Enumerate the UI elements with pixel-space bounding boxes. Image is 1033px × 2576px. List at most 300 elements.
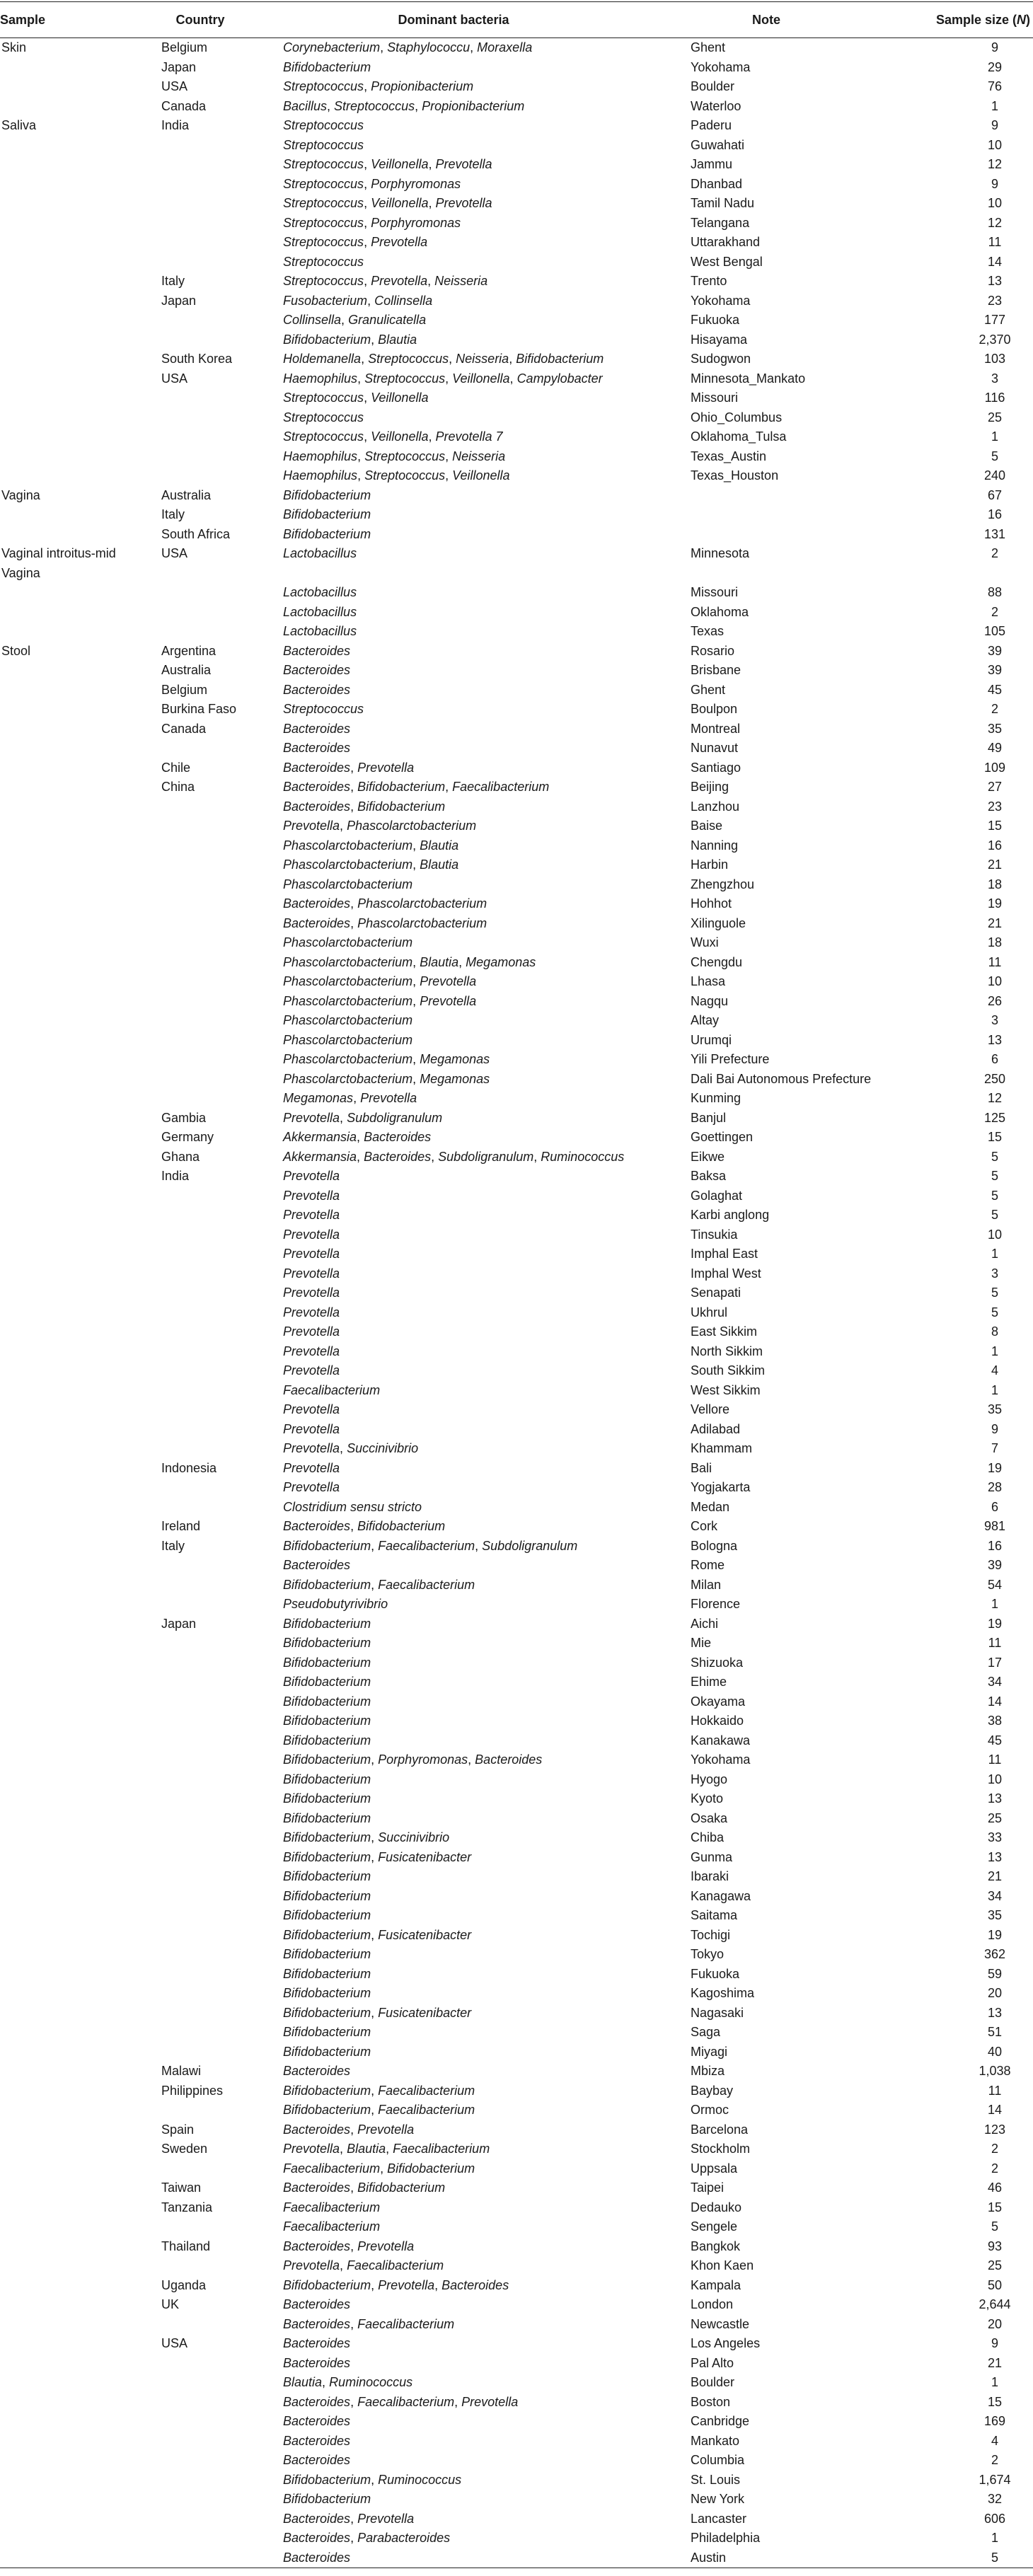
cell-sample-size: 11: [988, 954, 1002, 969]
cell-sample-size: 123: [983, 2122, 1006, 2137]
cell-sample-size: 28: [987, 1480, 1003, 1494]
cell-note: Hohhot: [691, 896, 732, 911]
cell-note: Hisayama: [691, 332, 748, 347]
genus-name: Prevotella: [283, 1305, 340, 1319]
cell-country: [161, 1011, 282, 1031]
cell-note: Kunming: [691, 1091, 741, 1105]
genus-name: Prevotella: [283, 1441, 340, 1455]
table-row: [0, 2178, 1033, 2198]
cell-country: Canada: [161, 98, 207, 113]
genus-name: Staphylococcu: [387, 40, 471, 54]
cell-sample: [0, 58, 161, 78]
cell-sample: [0, 97, 161, 117]
cell-sample-size: 362: [983, 1947, 1006, 1961]
cell-country: [161, 855, 282, 875]
table-row: [0, 1867, 1033, 1887]
cell-dominant-bacteria: [282, 1692, 689, 1712]
cell-sample: [0, 486, 161, 506]
genus-name: Bifidobacterium: [283, 2277, 371, 2292]
cell-sample: [0, 1303, 161, 1323]
cell-note: Ehime: [691, 1675, 727, 1689]
cell-sample-size: 16: [987, 838, 1003, 853]
cell-sample: [0, 622, 161, 642]
cell-dominant-bacteria: Bacteroides, Bifidobacterium: [283, 1519, 446, 1533]
cell-sample-size: 2,644: [979, 2297, 1011, 2311]
cell-note: Chiba: [691, 1830, 725, 1844]
cell-dominant-bacteria: Streptococcus, Veillonella: [283, 391, 429, 405]
cell-note: Imphal West: [691, 1266, 761, 1281]
cell-sample-size: 4: [991, 1363, 998, 1377]
cell-sample: [0, 603, 161, 623]
table-row: [0, 136, 1033, 156]
cell-country: [161, 2256, 282, 2276]
cell-dominant-bacteria: Megamonas, Prevotella: [283, 1091, 417, 1105]
genus-name: Faecalibacterium: [357, 2316, 455, 2331]
cell-dominant-bacteria: [282, 1322, 689, 1342]
cell-sample: [0, 1439, 161, 1459]
cell-note: South Sikkim: [691, 1363, 766, 1377]
cell-sample-size: 5: [991, 1169, 998, 1183]
table-row: [0, 350, 1033, 369]
cell-country: Ireland: [161, 1519, 201, 1533]
genus-name: Lactobacillus: [283, 585, 357, 599]
table-row: [0, 681, 1033, 700]
genus-name: Prevotella: [283, 1266, 340, 1281]
cell-sample: [0, 875, 161, 895]
cell-sample-size: 19: [987, 896, 1003, 911]
cell-country: [161, 311, 282, 330]
cell-dominant-bacteria: Bacteroides, Bifidobacterium: [283, 2181, 446, 2195]
cell-sample: [0, 1556, 161, 1576]
table-row: [0, 1478, 1033, 1498]
cell-note: Miyagi: [691, 2044, 728, 2059]
cell-note: [689, 525, 928, 545]
cell-country: Chile: [161, 760, 191, 775]
cell-country: [161, 797, 282, 817]
genus-name: Megamonas: [420, 1052, 490, 1066]
genus-name: Prevotella: [283, 1402, 340, 1416]
cell-dominant-bacteria: [282, 2043, 689, 2062]
cell-country: [161, 1303, 282, 1323]
cell-country: [161, 603, 282, 623]
cell-sample: [0, 2393, 161, 2413]
cell-dominant-bacteria: Bifidobacterium, Porphyromonas, Bacteroides: [283, 1752, 543, 1767]
cell-country: [161, 2490, 282, 2509]
cell-note: Jammu: [691, 157, 733, 171]
cell-sample: [0, 2451, 161, 2471]
table-row: [0, 1225, 1033, 1245]
cell-country: [161, 1322, 282, 1342]
cell-note: Montreal: [691, 721, 741, 736]
cell-country: [161, 972, 282, 992]
genus-name: Streptococcus: [283, 235, 364, 249]
table-row: [0, 1050, 1033, 1070]
cell-country: Indonesia: [161, 1460, 217, 1475]
genus-name: Bifidobacterium: [283, 1616, 371, 1631]
genus-name: Bifidobacterium: [283, 2492, 371, 2506]
table-row: [0, 1167, 1033, 1186]
table-row: [0, 408, 1033, 428]
cell-country: USA: [161, 2336, 188, 2350]
genus-name: Bifidobacterium: [283, 487, 371, 502]
genus-name: Veillonella: [371, 157, 429, 171]
cell-country: [161, 2412, 282, 2432]
cell-note: Kampala: [691, 2277, 741, 2292]
genus-name: Bifidobacterium: [283, 2025, 371, 2039]
cell-dominant-bacteria: [282, 1887, 689, 1907]
cell-dominant-bacteria: [282, 1984, 689, 2004]
cell-sample-size: 76: [987, 79, 1003, 93]
genus-name: Veillonella: [371, 429, 429, 444]
cell-note: Telangana: [691, 215, 750, 230]
genus-name: Prevotella: [283, 1286, 340, 1300]
table-row: [0, 1887, 1033, 1907]
cell-dominant-bacteria: [282, 681, 689, 700]
cell-sample: [0, 77, 161, 97]
cell-sample-size: 9: [991, 176, 998, 191]
genus-name: Bacteroides: [283, 2394, 351, 2409]
header-sample-size: [928, 2, 1033, 38]
genus-name: Fusicatenibacter: [378, 1849, 472, 1864]
table-row: [0, 2043, 1033, 2062]
cell-note: Aichi: [691, 1616, 719, 1631]
cell-sample-size: 93: [987, 2239, 1003, 2253]
cell-dominant-bacteria: Blautia, Ruminococcus: [283, 2375, 413, 2389]
cell-sample-size: 67: [987, 487, 1003, 502]
cell-country: Ghana: [161, 1149, 200, 1164]
cell-country: [161, 408, 282, 428]
cell-sample: [0, 972, 161, 992]
table-row: [0, 1984, 1033, 2004]
table-row: [0, 1070, 1033, 1090]
cell-sample: [0, 1283, 161, 1303]
table-row: [0, 1634, 1033, 1653]
cell-sample-size: 29: [987, 59, 1003, 74]
cell-sample-size: 21: [987, 1869, 1003, 1883]
cell-sample-size: 169: [983, 2414, 1006, 2428]
table-row: [0, 1576, 1033, 1595]
cell-sample: [0, 447, 161, 467]
cell-sample: [0, 2237, 161, 2257]
genus-name: Bifidobacterium: [283, 1849, 371, 1864]
cell-sample: [0, 1167, 161, 1186]
cell-country: [161, 1361, 282, 1381]
table-row: [0, 2529, 1033, 2548]
table-row: [0, 233, 1033, 253]
genus-name: Bacteroides: [283, 2064, 351, 2078]
cell-note: Zhengzhou: [691, 877, 755, 891]
cell-sample-size: 105: [983, 624, 1006, 638]
table-row: [0, 2217, 1033, 2237]
cell-country: [161, 214, 282, 233]
genus-name: Pseudobutyrivibrio: [283, 1597, 388, 1611]
genus-name: Phascolarctobacterium: [283, 993, 413, 1008]
cell-country: Japan: [161, 59, 197, 74]
cell-sample-size: 2,370: [979, 332, 1011, 347]
cell-sample-size: 2: [991, 546, 998, 560]
cell-country: [161, 1848, 282, 1868]
genus-name: Bacteroides: [283, 2355, 351, 2370]
cell-country: [161, 2509, 282, 2529]
table-header: [0, 2, 1033, 38]
cell-sample-size: 1: [991, 1382, 998, 1397]
genus-name: Lactobacillus: [283, 546, 357, 560]
cell-sample: [0, 1634, 161, 1653]
cell-sample-size: 15: [987, 2394, 1003, 2409]
header-country: Country: [161, 2, 282, 38]
cell-dominant-bacteria: [282, 1400, 689, 1420]
cell-country: [161, 1050, 282, 1070]
cell-sample-size: 19: [987, 1927, 1003, 1942]
cell-sample: [0, 1848, 161, 1868]
cell-sample-size: 13: [987, 2005, 1003, 2020]
cell-dominant-bacteria: [282, 1653, 689, 1673]
cell-sample-size: 1: [991, 2531, 998, 2545]
cell-dominant-bacteria: [282, 1420, 689, 1440]
cell-sample: [0, 214, 161, 233]
cell-sample: [0, 1342, 161, 1362]
cell-note: St. Louis: [691, 2472, 741, 2487]
genus-name: Streptococcus: [368, 352, 449, 366]
cell-sample: [0, 2198, 161, 2218]
genus-name: Bifidobacterium: [357, 1519, 446, 1533]
table-row: [0, 1926, 1033, 1946]
genus-name: Prevotella: [283, 1188, 340, 1203]
genus-name: Veillonella: [371, 196, 429, 210]
cell-sample-size: 10: [987, 196, 1003, 210]
cell-dominant-bacteria: Phascolarctobacterium, Megamonas: [283, 1052, 490, 1066]
cell-sample-size: 51: [987, 2025, 1003, 2039]
genus-name: Prevotella: [357, 2239, 415, 2253]
cell-sample-size: 5: [991, 1149, 998, 1164]
cell-note: Paderu: [691, 118, 732, 132]
genus-name: Faecalibacterium: [452, 780, 550, 794]
cell-sample: [0, 2412, 161, 2432]
cell-country: [161, 1750, 282, 1770]
cell-sample-size: 32: [987, 2492, 1003, 2506]
genus-name: Bacteroides: [283, 2531, 351, 2545]
table-row: [0, 855, 1033, 875]
cell-country: [161, 1945, 282, 1965]
cell-sample: [0, 797, 161, 817]
cell-sample-size: 33: [987, 1830, 1003, 1844]
cell-dominant-bacteria: [282, 933, 689, 953]
genus-name: Bacteroides: [283, 1558, 351, 1572]
cell-country: [161, 1809, 282, 1829]
genus-name: Streptococcus: [364, 468, 446, 483]
cell-sample-size: 1,674: [979, 2472, 1011, 2487]
cell-sample: [0, 1887, 161, 1907]
cell-dominant-bacteria: Bifidobacterium, Ruminococcus: [283, 2472, 462, 2487]
cell-sample: [0, 1244, 161, 1264]
table-row: [0, 1828, 1033, 1848]
cell-dominant-bacteria: Bifidobacterium, Faecalibacterium: [283, 2103, 475, 2117]
genus-name: Prevotella: [283, 1208, 340, 1222]
cell-dominant-bacteria: [282, 525, 689, 545]
table-row: [0, 2101, 1033, 2120]
cell-country: [161, 953, 282, 973]
genus-name: Streptococcus: [283, 196, 364, 210]
cell-sample-size: 21: [987, 2355, 1003, 2370]
cell-note: Tochigi: [691, 1927, 731, 1942]
cell-note: Brisbane: [691, 663, 741, 677]
genus-name: Faecalibacterium: [393, 2142, 490, 2156]
genus-name: Bacteroides: [283, 2414, 351, 2428]
cell-sample: [0, 1206, 161, 1225]
cell-sample: [0, 894, 161, 914]
genus-name: Bacteroides: [283, 2433, 351, 2448]
cell-country: [161, 2315, 282, 2335]
cell-note: Khammam: [691, 1441, 753, 1455]
cell-dominant-bacteria: [282, 1225, 689, 1245]
cell-dominant-bacteria: [282, 720, 689, 739]
table-row: [0, 214, 1033, 233]
cell-note: Ukhrul: [691, 1305, 728, 1319]
cell-note: New York: [691, 2492, 745, 2506]
genus-name: Prevotella: [283, 1460, 340, 1475]
genus-name: Prevotella: [420, 974, 477, 988]
cell-dominant-bacteria: Bifidobacterium, Blautia: [283, 332, 417, 347]
cell-country: [161, 1264, 282, 1284]
genus-name: Blautia: [378, 332, 417, 347]
cell-sample-size: 25: [987, 410, 1003, 424]
genus-name: Prevotella: [371, 274, 428, 288]
cell-note: Goettingen: [691, 1130, 754, 1144]
cell-country: [161, 1420, 282, 1440]
header-sample-size-close: ): [1026, 12, 1030, 27]
cell-sample: [0, 525, 161, 545]
cell-dominant-bacteria: Bacteroides, Phascolarctobacterium: [283, 896, 487, 911]
cell-sample: [0, 1789, 161, 1809]
genus-name: Prevotella: [283, 1169, 340, 1183]
cell-note: Nunavut: [691, 741, 739, 755]
cell-note: Senapati: [691, 1286, 741, 1300]
cell-country: [161, 1498, 282, 1518]
genus-name: Streptococcus: [283, 429, 364, 444]
cell-note: Ormoc: [691, 2103, 729, 2117]
table-row: [0, 2120, 1033, 2140]
cell-sample: [0, 291, 161, 311]
cell-dominant-bacteria: Bacteroides, Phascolarctobacterium: [283, 916, 487, 930]
cell-note: Boulpon: [691, 702, 738, 716]
table-row: [0, 505, 1033, 525]
genus-name: Prevotella: [283, 1324, 340, 1339]
cell-note: Boston: [691, 2394, 731, 2409]
genus-name: Fusobacterium: [283, 293, 368, 308]
table-row: [0, 2198, 1033, 2218]
cell-sample-size: 1: [991, 1247, 998, 1261]
cell-note: Lhasa: [691, 974, 726, 988]
table-row: [0, 77, 1033, 97]
cell-note: Columbia: [691, 2453, 745, 2467]
cell-sample: [0, 2295, 161, 2315]
cell-note: Oklahoma_Tulsa: [691, 429, 787, 444]
genus-name: Veillonella: [371, 391, 429, 405]
genus-name: Blautia: [420, 857, 459, 872]
cell-country: USA: [161, 546, 188, 560]
cell-sample-size: 1: [991, 2375, 998, 2389]
cell-sample: [0, 661, 161, 681]
cell-sample: [0, 2432, 161, 2451]
cell-dominant-bacteria: [282, 1167, 689, 1186]
genus-name: Bacteroides: [283, 2550, 351, 2565]
cell-note: Newcastle: [691, 2316, 750, 2331]
table-row: [0, 486, 1033, 506]
genus-name: Bifidobacterium: [283, 526, 371, 541]
cell-sample-size: 25: [987, 2258, 1003, 2272]
cell-note: Los Angeles: [691, 2336, 761, 2350]
cell-dominant-bacteria: [282, 1711, 689, 1731]
cell-country: [161, 447, 282, 467]
cell-sample: [0, 1750, 161, 1770]
cell-sample: [0, 2315, 161, 2335]
cell-country: [161, 2471, 282, 2490]
cell-sample: [0, 2139, 161, 2159]
cell-sample-size: 17: [987, 1655, 1003, 1670]
genus-name: Phascolarctobacterium: [357, 896, 487, 911]
table-row: [0, 291, 1033, 311]
genus-name: Bacteroides: [283, 2181, 351, 2195]
table-row: [0, 642, 1033, 662]
cell-country: UK: [161, 2297, 180, 2311]
cell-note: Bologna: [691, 1538, 738, 1553]
cell-note: Boulder: [691, 79, 735, 93]
cell-note: Adilabad: [691, 1421, 741, 1436]
genus-name: Bacteroides: [283, 896, 351, 911]
table-row: [0, 1615, 1033, 1634]
cell-dominant-bacteria: [282, 544, 689, 583]
table-row: [0, 1186, 1033, 1206]
genus-name: Bacteroides: [283, 2316, 351, 2331]
cell-note: Rome: [691, 1558, 725, 1572]
cell-country: China: [161, 780, 195, 794]
table-row: [0, 2451, 1033, 2471]
cell-sample-size: 23: [987, 799, 1003, 814]
cell-dominant-bacteria: Collinsella, Granulicatella: [283, 313, 427, 327]
cell-country: [161, 1186, 282, 1206]
cell-dominant-bacteria: [282, 1011, 689, 1031]
cell-note: Taipei: [691, 2181, 725, 2195]
cell-sample: [0, 1148, 161, 1167]
table-row: [0, 466, 1033, 486]
cell-sample-size: 39: [987, 1558, 1003, 1572]
cell-note: Karbi anglong: [691, 1208, 770, 1222]
table-row: [0, 1711, 1033, 1731]
header-sample-size-label: Sample size (: [935, 12, 1017, 27]
cell-dominant-bacteria: [282, 2062, 689, 2081]
cell-sample-size: 9: [991, 2336, 998, 2350]
cell-country: [161, 466, 282, 486]
table-row: [0, 175, 1033, 195]
cell-sample-size: 116: [984, 391, 1005, 405]
cell-sample: [0, 311, 161, 330]
cell-sample: [0, 136, 161, 156]
cell-note: Vellore: [691, 1402, 730, 1416]
cell-sample: [0, 1517, 161, 1537]
table-row: [0, 155, 1033, 175]
genus-name: Prevotella: [435, 196, 492, 210]
cell-note: Mankato: [691, 2433, 740, 2448]
table-row: [0, 1556, 1033, 1576]
cell-dominant-bacteria: Streptococcus, Porphyromonas: [283, 215, 461, 230]
cell-sample: [0, 1770, 161, 1790]
cell-sample: [0, 369, 161, 389]
genus-name: Faecalibacterium: [347, 2258, 444, 2272]
table-row: [0, 58, 1033, 78]
cell-note: Texas: [691, 624, 725, 638]
cell-sample-size: 177: [983, 313, 1006, 327]
cell-sample: [0, 1576, 161, 1595]
